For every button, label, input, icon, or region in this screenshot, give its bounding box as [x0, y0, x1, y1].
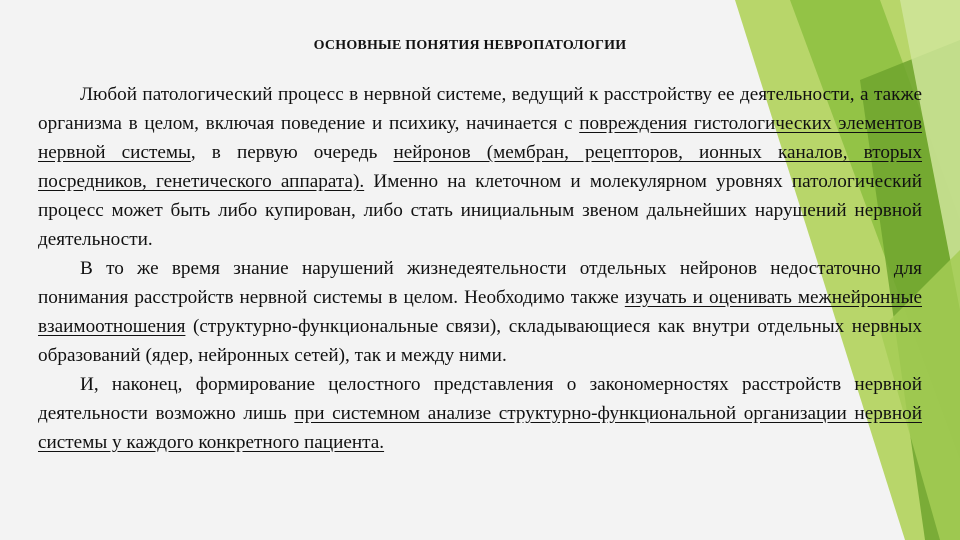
paragraph-3: [38, 370, 922, 457]
text-run: (структурно-функциональные связи), складывающиеся как внутри отдельных нервных образований (ядер, нейронных сетей), так и между ними.: [38, 316, 922, 366]
underlined-text-run: повреждения гистологических элементов нервной системы: [38, 113, 923, 163]
text-run: Любой патологический процесс в нервной системе, ведущий к расстройству ее деятельности, а также организма в целом, включая поведение и психику, начинается с: [38, 84, 922, 134]
underlined-text-run: при системном анализе структурно-функциональной организации нервной системы у каждого конкретного пациента.: [38, 403, 922, 453]
paragraph-2: [38, 254, 922, 370]
underlined-text-run: изучать и оценивать межнейронные взаимоотношения: [38, 287, 922, 337]
text-run: В то же время знание нарушений жизнедеятельности отдельных нейронов недостаточно для понимания расстройств нервной системы в целом. Необходимо также: [38, 258, 922, 308]
text-run: И, наконец, формирование целостного представления о закономерностях расстройств нервной деятельности возможно лишь: [38, 374, 922, 424]
slide-body-text: [38, 80, 922, 457]
text-run: , в первую очередь: [190, 142, 394, 163]
slide-title: ОСНОВНЫЕ ПОНЯТИЯ НЕВРОПАТОЛОГИИ: [313, 38, 627, 53]
paragraph-1: [38, 80, 922, 254]
underlined-text-run: нейронов (мембран, рецепторов, ионных каналов, вторых посредников, генетического аппарата).: [38, 142, 922, 192]
text-run: Именно на клеточном и молекулярном уровнях патологический процесс может быть либо купирован, либо стать инициальным звеном дальнейших нарушений нервной деятельности.: [38, 171, 922, 250]
